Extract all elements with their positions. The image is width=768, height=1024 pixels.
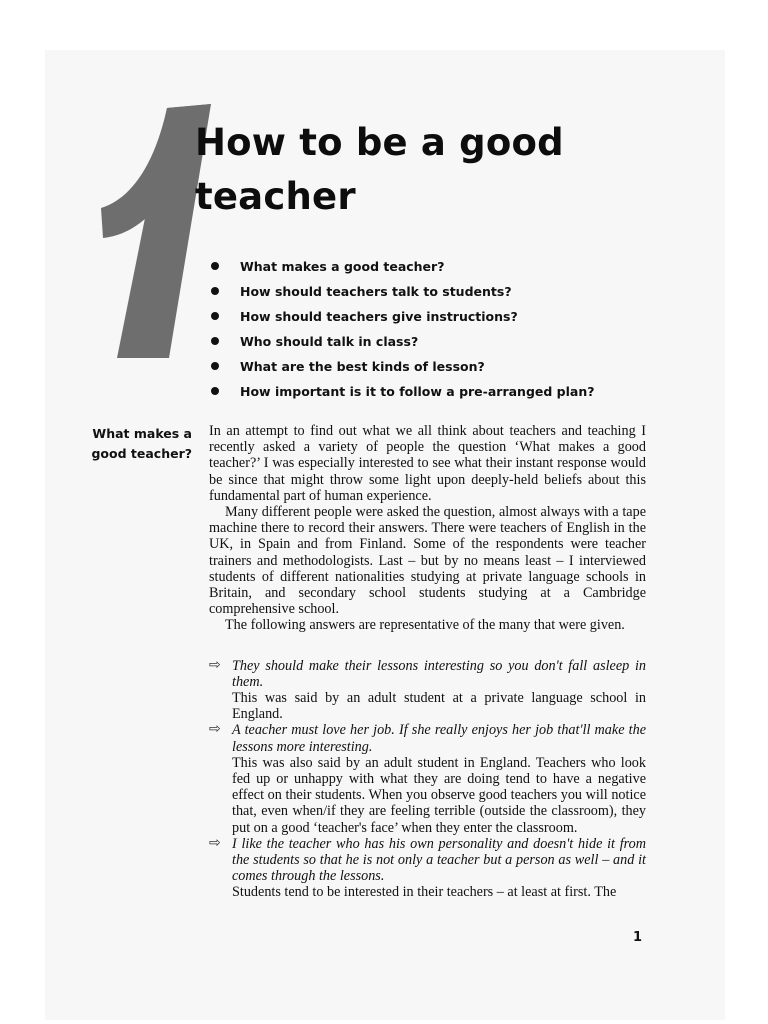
- page-number: 1: [633, 930, 643, 945]
- topic-item: [208, 279, 595, 304]
- quote-list: [209, 658, 646, 901]
- body-paragraph: The following answers are representative of the many that were given.: [225, 617, 625, 634]
- section-side-heading: [87, 424, 192, 464]
- topic-text: What are the best kinds of lesson?: [240, 359, 485, 374]
- topic-text: How should teachers give instructions?: [240, 309, 518, 324]
- quote-item: [209, 658, 646, 723]
- section-body: [209, 423, 646, 901]
- topic-text: How important is it to follow a pre-arranged plan?: [240, 384, 595, 399]
- quote-text: A teacher must love her job. If she really enjoys her job that'll make the lessons more interesting.: [232, 722, 646, 755]
- topic-item: [208, 329, 595, 354]
- quote-comment: Students tend to be interested in their teachers – at least at first. The: [232, 884, 617, 901]
- chapter-title-line-2: teacher: [195, 175, 356, 218]
- quote-comment: This was also said by an adult student in England. Teachers who look fed up or unhappy with what they are doing tend to have a negative effect on their students. When you observe good teachers you will notice that, even when/if they are feeling terrible (outside the classroom), they put on a good ‘teacher's face’ when they enter the classroom.: [232, 754, 646, 836]
- bullet-dot-icon: [211, 387, 219, 395]
- topic-item: [208, 354, 595, 379]
- chapter-topics-list: [208, 254, 595, 404]
- bullet-dot-icon: [211, 287, 219, 295]
- bullet-dot-icon: [211, 362, 219, 370]
- open-arrow-icon: ⇨: [209, 657, 221, 673]
- open-arrow-icon: ⇨: [209, 835, 221, 851]
- book-page: [45, 50, 725, 1020]
- quote-text: I like the teacher who has his own personality and doesn't hide it from the students so that he is not only a teacher but a person as well – and it comes through the lessons.: [232, 835, 646, 885]
- open-arrow-icon: ⇨: [209, 722, 221, 738]
- quote-item: [209, 836, 646, 901]
- bullet-dot-icon: [211, 262, 219, 270]
- topic-text: How should teachers talk to students?: [240, 284, 512, 299]
- bullet-dot-icon: [211, 337, 219, 345]
- bullet-dot-icon: [211, 312, 219, 320]
- quote-text: They should make their lessons interesting so you don't fall asleep in them.: [232, 657, 646, 690]
- topic-text: What makes a good teacher?: [240, 259, 445, 274]
- quote-comment: This was said by an adult student at a private language school in England.: [232, 690, 646, 723]
- body-paragraph: In an attempt to find out what we all think about teachers and teaching I recently asked a variety of people the question ‘What makes a good teacher?’ I was especially interested to see what their instant response would be since that might throw some light upon deeply-held beliefs about this fundamental part of human experience.: [209, 423, 646, 504]
- side-heading-line-1: What makes a: [92, 426, 192, 441]
- topic-item: [208, 254, 595, 279]
- body-paragraph: Many different people were asked the question, almost always with a tape machine there to record their answers. There were teachers of English in the UK, in Spain and from Finland. Some of the respondents were teacher trainers and methodologists. Last – but by no means least – I interviewed students of different nationalities studying at private language schools in Britain, and secondary school students studying at a Cambridge comprehensive school.: [209, 504, 646, 618]
- topic-text: Who should talk in class?: [240, 334, 419, 349]
- topic-item: [208, 304, 595, 329]
- chapter-title: [195, 116, 564, 224]
- topic-item: [208, 379, 595, 404]
- side-heading-line-2: good teacher?: [91, 446, 192, 461]
- quote-item: [209, 722, 646, 835]
- chapter-title-line-1: How to be a good: [195, 121, 564, 164]
